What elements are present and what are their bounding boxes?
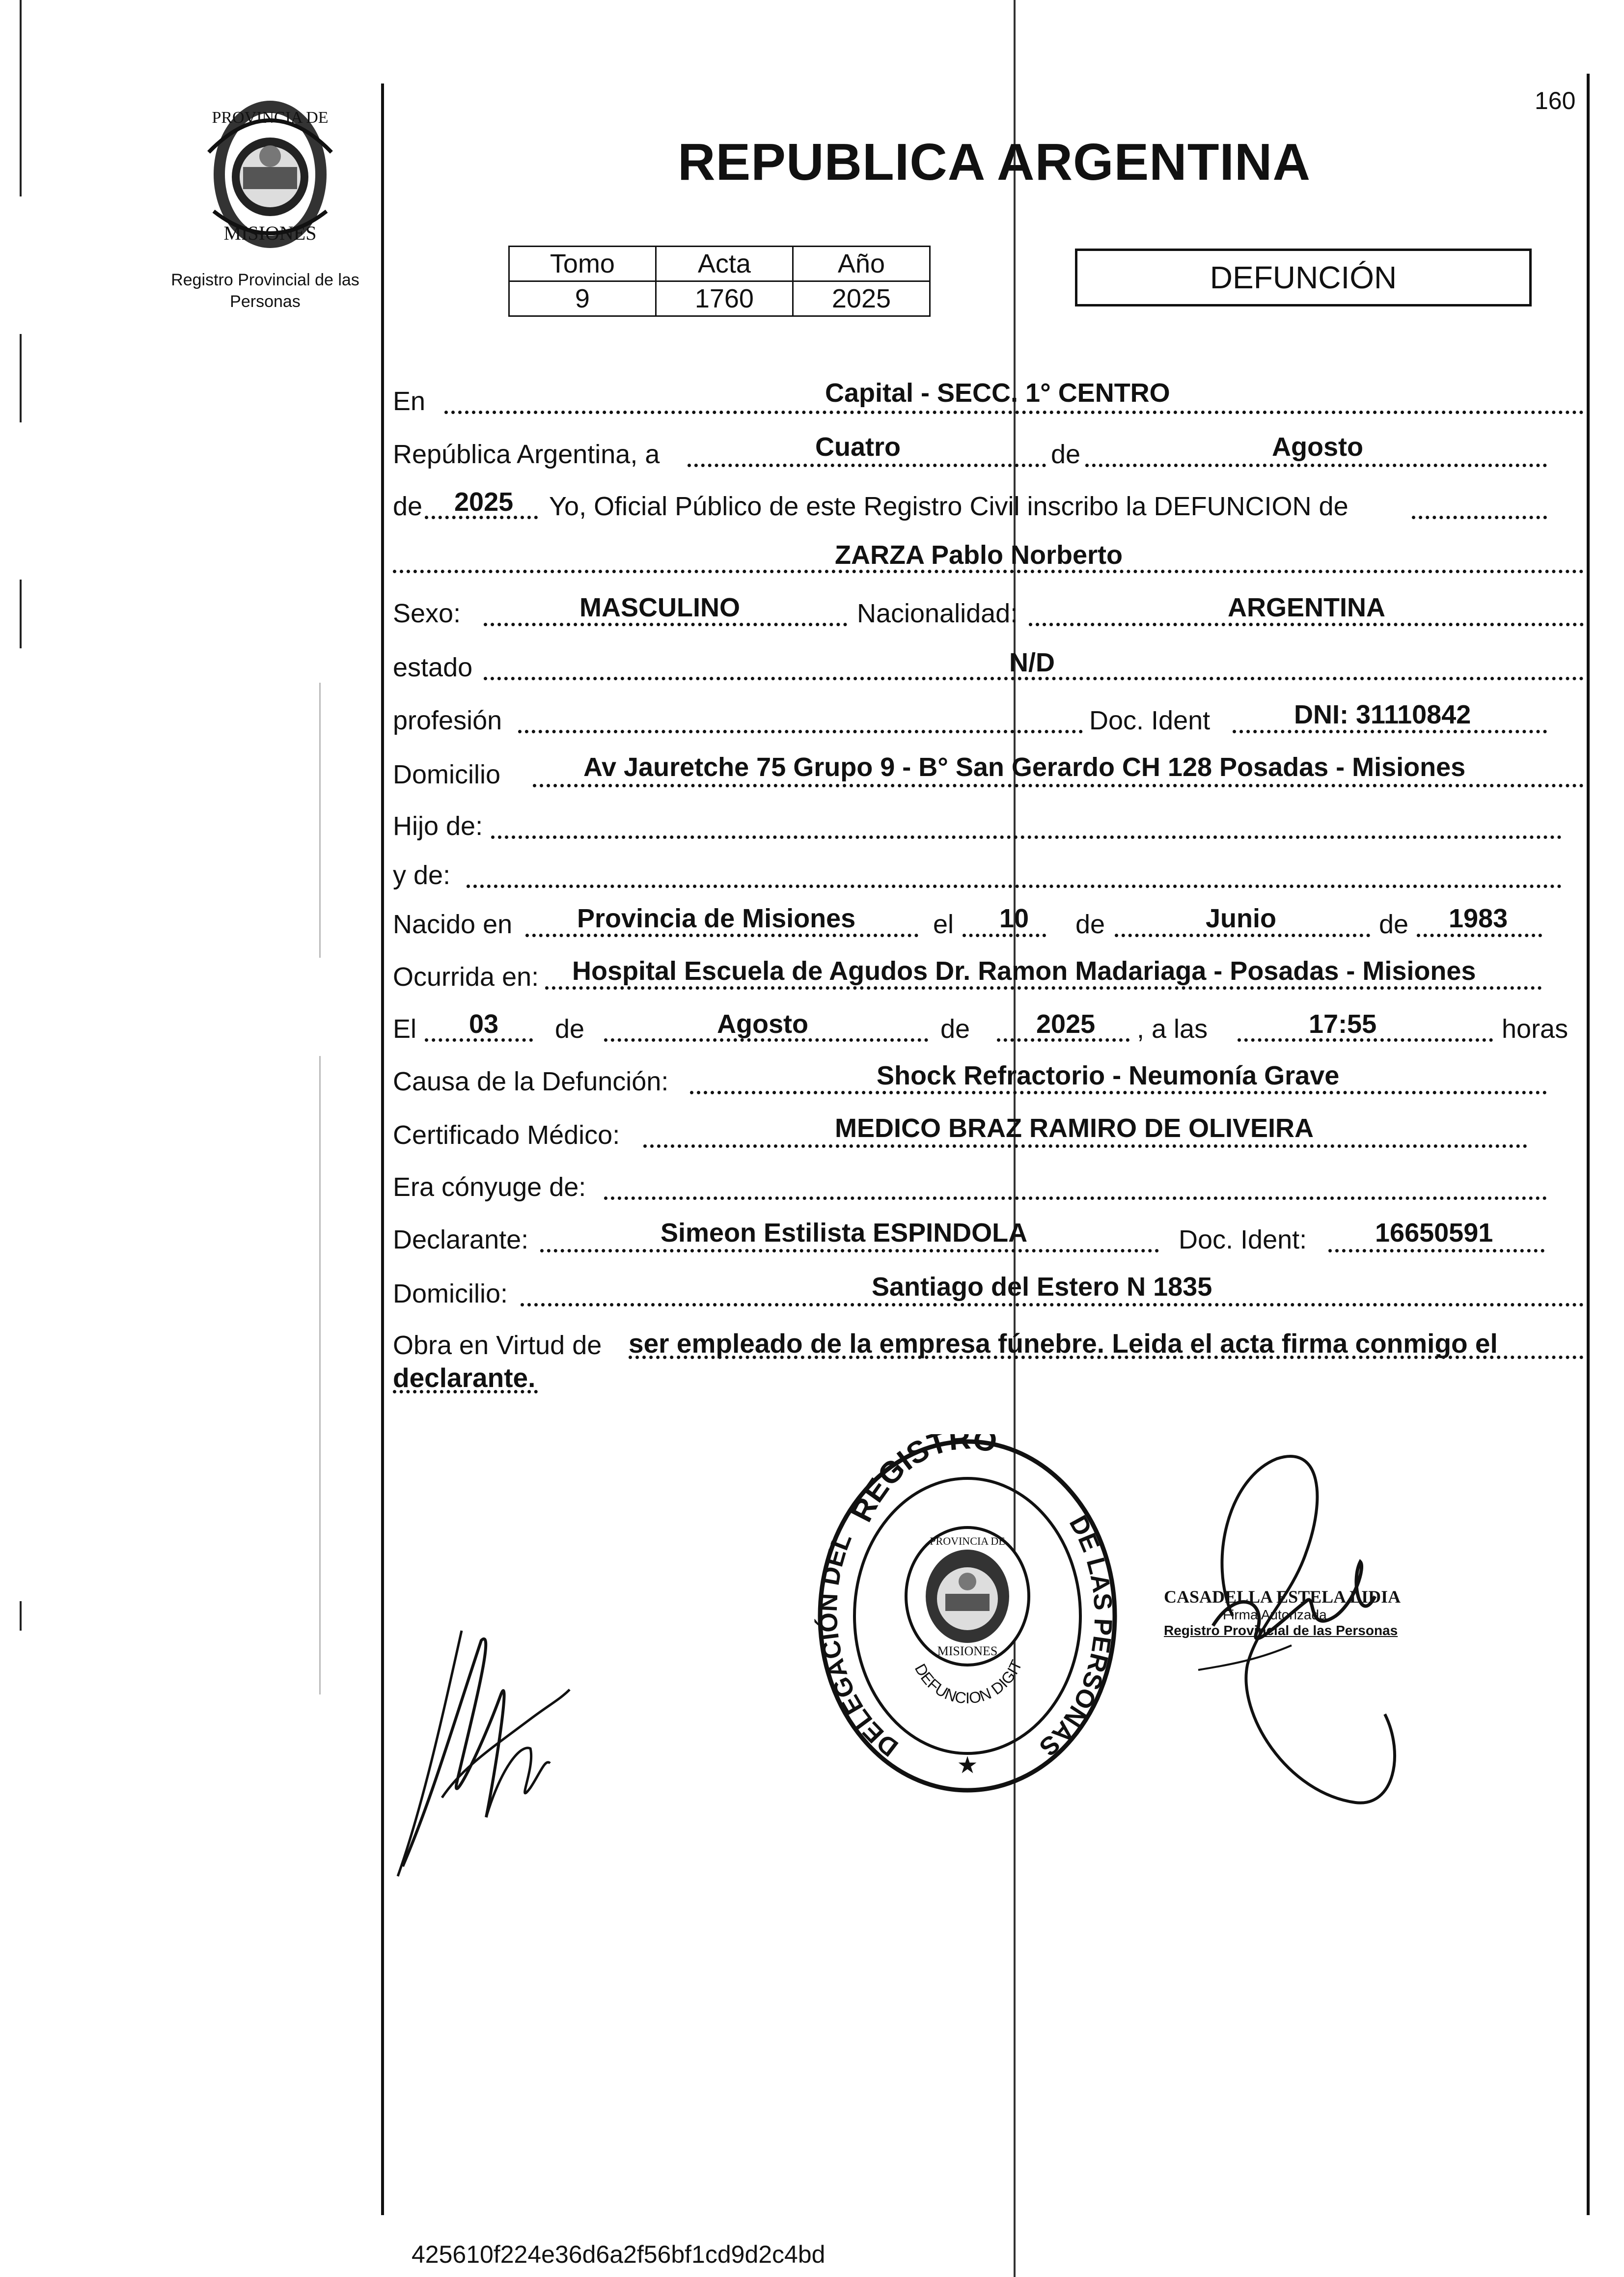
- def-de-label: de: [555, 1014, 585, 1044]
- scan-mark: [319, 1056, 321, 1694]
- svg-text:DELEGACIÓN DEL: [814, 1529, 904, 1762]
- nacionalidad-dotted-line: [1029, 623, 1584, 626]
- sexo-dotted-line: [484, 623, 847, 626]
- record-table-cell: 2025: [793, 281, 930, 316]
- horas-label: horas: [1502, 1014, 1569, 1044]
- yo-dotted-line: [1412, 516, 1547, 519]
- nacionalidad-label: Nacionalidad:: [857, 599, 1018, 628]
- domicilio: Av Jauretche 75 Grupo 9 - B° San Gerardo CH 128 Posadas - Misiones: [583, 752, 1466, 782]
- el2-label: El: [393, 1014, 417, 1044]
- ocurrida-dotted-line: [545, 986, 1542, 990]
- record-table: [508, 246, 931, 317]
- obra-label: Obra en Virtud de: [393, 1331, 602, 1360]
- nac-mes-dotted-line: [1115, 934, 1370, 937]
- el-label: el: [933, 910, 954, 939]
- republica-label: República Argentina, a: [393, 440, 660, 469]
- def-dia-dotted-line: [425, 1038, 533, 1042]
- seal-crest-bottom: MISIONES: [937, 1644, 998, 1658]
- nac-anio-dotted-line: [1417, 934, 1542, 937]
- crest-top-text: PROVINCIA DE: [212, 109, 329, 127]
- obra-dotted-line-2: [393, 1390, 538, 1393]
- province-crest: [199, 93, 341, 255]
- nacido-label: Nacido en: [393, 910, 513, 939]
- domicilio-dotted-line: [533, 784, 1584, 787]
- estado-dotted-line: [484, 677, 1584, 680]
- decl-doc: 16650591: [1375, 1218, 1493, 1248]
- scan-mark: [319, 683, 321, 958]
- official-stamp: [1164, 1586, 1439, 1638]
- nac-mes: Junio: [1206, 904, 1276, 933]
- record-table-row: [509, 281, 930, 316]
- seal-ring-left: DELEGACIÓN DEL: [814, 1529, 904, 1762]
- doc-ident: DNI: 31110842: [1294, 700, 1471, 729]
- declarante-label: Declarante:: [393, 1225, 529, 1254]
- svg-text:DE LAS PERSONAS: [1034, 1511, 1117, 1762]
- conyuge-dotted-line: [604, 1196, 1547, 1200]
- en-label: En: [393, 387, 426, 416]
- estado: N/D: [1009, 648, 1055, 677]
- obra-line1: ser empleado de la empresa fúnebre. Leida el acta firma conmigo el: [629, 1328, 1498, 1359]
- en-dotted-line: [444, 411, 1584, 414]
- nombre-dotted-line: [393, 570, 1584, 573]
- anio-prefix: de: [393, 492, 423, 521]
- doc-ident-dotted-line: [1233, 730, 1547, 733]
- dia-dotted-line: [688, 464, 1046, 467]
- profesion-dotted-line: [518, 730, 1083, 733]
- record-table-header: [509, 247, 930, 281]
- scan-mark: [20, 1601, 22, 1631]
- causa: Shock Refractorio - Neumonía Grave: [877, 1061, 1340, 1090]
- dia-texto: Cuatro: [815, 432, 901, 462]
- seal-crest-top: PROVINCIA DE: [930, 1535, 1005, 1547]
- seal-ring-right: DE LAS PERSONAS: [1034, 1511, 1118, 1762]
- nac-anio: 1983: [1449, 904, 1508, 933]
- hora-dotted-line: [1238, 1038, 1493, 1042]
- causa-label: Causa de la Defunción:: [393, 1067, 669, 1096]
- profesion-label: profesión: [393, 706, 502, 735]
- page-title: REPUBLICA ARGENTINA: [678, 133, 1311, 191]
- decl-domicilio-dotted-line: [521, 1303, 1584, 1306]
- causa-dotted-line: [690, 1091, 1547, 1094]
- mes: Agosto: [1272, 432, 1363, 462]
- mes-dotted-line: [1085, 464, 1547, 467]
- crest-bottom-text: MISIONES: [223, 222, 317, 244]
- registry-seal: [810, 1434, 1125, 1798]
- scan-mark: [20, 334, 22, 422]
- en-value: Capital - SECC. 1° CENTRO: [825, 378, 1170, 408]
- star-icon: ★: [957, 1752, 978, 1778]
- certificado-dotted-line: [643, 1144, 1527, 1148]
- seal-icon: [810, 1434, 1125, 1798]
- record-table-cell: 1760: [656, 281, 793, 316]
- decl-domicilio: Santiago del Estero N 1835: [872, 1272, 1212, 1302]
- nombre: ZARZA Pablo Norberto: [835, 540, 1123, 570]
- scan-mark: [20, 0, 22, 196]
- declarante: Simeon Estilista ESPINDOLA: [661, 1218, 1028, 1248]
- sexo-label: Sexo:: [393, 599, 461, 628]
- seal-ring-top-path: REGISTRO: [844, 1434, 1000, 1527]
- decl-doc-dotted-line: [1328, 1249, 1544, 1252]
- declarante-dotted-line: [540, 1249, 1159, 1252]
- def-dia: 03: [469, 1009, 499, 1039]
- de-label: de: [1051, 440, 1081, 469]
- official-office: Registro Provincial de las Personas: [1164, 1623, 1398, 1638]
- registry-name: Registro Provincial de las Personas: [171, 271, 359, 311]
- page-number: 160: [1535, 87, 1576, 114]
- record-type: DEFUNCIÓN: [1210, 260, 1397, 295]
- record-table-cell: 9: [509, 281, 656, 316]
- ocurrida: Hospital Escuela de Agudos Dr. Ramon Madariaga - Posadas - Misiones: [572, 956, 1476, 986]
- nac-de2-label: de: [1379, 910, 1409, 939]
- crest-icon: [199, 93, 341, 255]
- hora: 17:55: [1309, 1009, 1377, 1039]
- conyuge-label: Era cónyuge de:: [393, 1172, 586, 1202]
- def-de2-label: de: [940, 1014, 970, 1044]
- record-type-box: [1075, 249, 1531, 306]
- record-table-header-cell: Año: [793, 247, 930, 281]
- sexo: MASCULINO: [579, 593, 740, 622]
- nacido-en: Provincia de Misiones: [577, 904, 856, 933]
- anio: 2025: [454, 487, 514, 517]
- signature-icon: [383, 1621, 599, 1896]
- nac-dia: 10: [999, 904, 1029, 933]
- right-border-line: [1587, 74, 1590, 2215]
- obra-dotted-line: [629, 1356, 1584, 1359]
- svg-text:REGISTRO: [845, 1434, 1000, 1527]
- domicilio-label: Domicilio: [393, 760, 501, 789]
- nac-de-label: de: [1075, 910, 1105, 939]
- def-mes-dotted-line: [604, 1038, 928, 1042]
- certificado-label: Certificado Médico:: [393, 1120, 620, 1150]
- estado-label: estado: [393, 653, 473, 682]
- ocurrida-label: Ocurrida en:: [393, 962, 539, 992]
- record-table-header-cell: Tomo: [509, 247, 656, 281]
- def-anio-dotted-line: [997, 1038, 1129, 1042]
- nacionalidad: ARGENTINA: [1228, 593, 1385, 622]
- decl-domicilio-label: Domicilio:: [393, 1279, 508, 1308]
- hijo-dotted-line: [491, 835, 1562, 839]
- y-de-dotted-line: [467, 885, 1562, 888]
- official-role: Firma Autorizada: [1223, 1607, 1327, 1622]
- official-name: CASADELLA ESTELA LIDIA: [1164, 1587, 1401, 1607]
- hijo-label: Hijo de:: [393, 811, 483, 841]
- a-las-label: , a las: [1137, 1014, 1208, 1044]
- nacido-dotted-line: [525, 934, 918, 937]
- decl-doc-label: Doc. Ident:: [1179, 1225, 1307, 1254]
- nac-dia-dotted-line: [963, 934, 1046, 937]
- obra-line2: declarante.: [393, 1362, 536, 1393]
- record-table-header-cell: Acta: [656, 247, 793, 281]
- seal-inner-bottom: DEFUNCION DIGIT: [911, 1658, 1025, 1707]
- def-anio: 2025: [1036, 1009, 1096, 1039]
- certificado: MEDICO BRAZ RAMIRO DE OLIVEIRA: [835, 1113, 1314, 1143]
- def-mes: Agosto: [717, 1009, 808, 1039]
- document-hash: 425610f224e36d6a2f56bf1cd9d2c4bd: [412, 2241, 826, 2268]
- yo-text: Yo, Oficial Público de este Registro Civil inscribo la DEFUNCION de: [549, 492, 1349, 521]
- y-de-label: y de:: [393, 861, 451, 890]
- doc-ident-label: Doc. Ident: [1089, 706, 1211, 735]
- declarant-signature: [383, 1621, 599, 1896]
- scan-mark: [20, 580, 22, 648]
